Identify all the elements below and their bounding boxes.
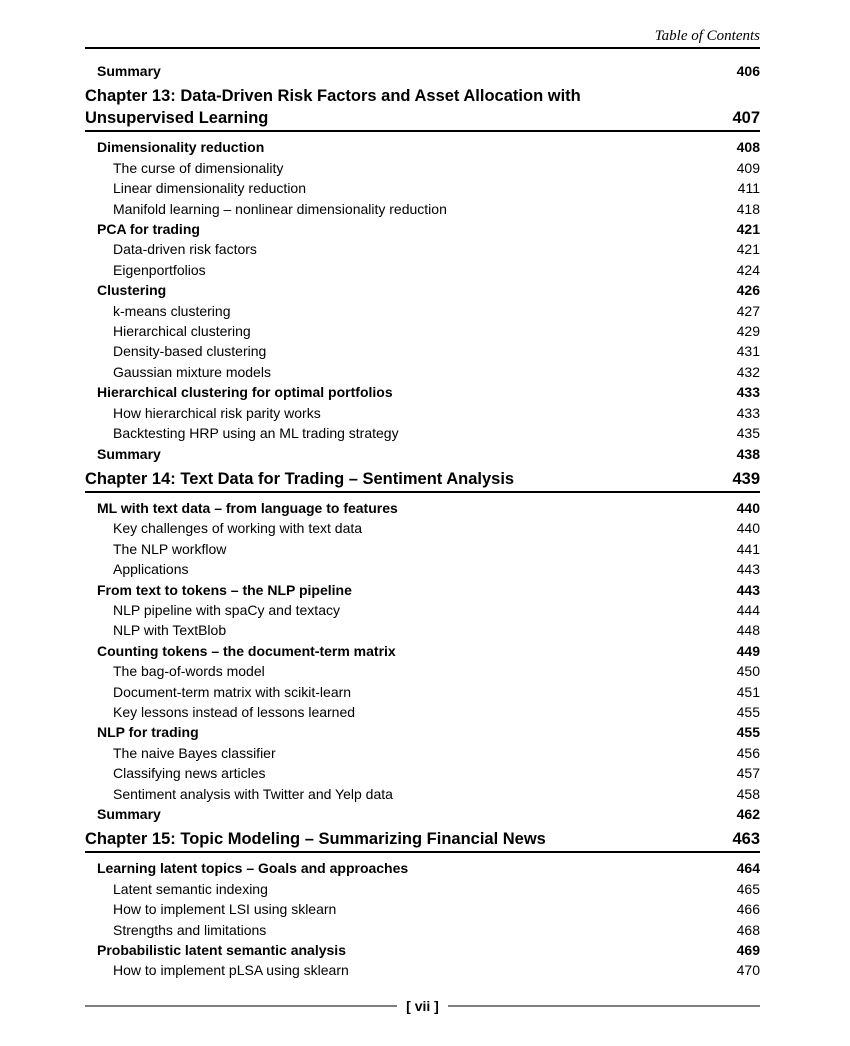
toc-entry[interactable] (85, 682, 760, 702)
toc-entry-page: 439 (732, 469, 760, 488)
toc-entry-page: 469 (736, 942, 760, 959)
footer-rule-right (448, 1005, 760, 1007)
toc-entry-page: 406 (736, 63, 760, 79)
toc-entry[interactable] (85, 382, 760, 402)
toc-entry[interactable] (85, 301, 760, 321)
toc-entry[interactable] (85, 219, 760, 239)
toc-entry[interactable] (85, 280, 760, 300)
toc-entry[interactable] (85, 600, 760, 620)
footer-rule-left (85, 1005, 397, 1007)
toc-entry[interactable] (85, 559, 760, 579)
toc-entry-page: 433 (736, 404, 760, 421)
toc-entry[interactable] (85, 940, 760, 960)
toc-entry[interactable] (85, 828, 760, 853)
toc-entry-label: How hierarchical risk parity works (113, 404, 321, 421)
toc-entry-page: 466 (736, 901, 760, 918)
toc-entry-page: 456 (736, 744, 760, 761)
toc-entry[interactable] (85, 858, 760, 878)
toc-entry-page: 438 (736, 445, 760, 462)
toc-entry[interactable] (85, 661, 760, 681)
toc-entry-label: From text to tokens – the NLP pipeline (97, 581, 352, 598)
toc-entry[interactable] (85, 341, 760, 361)
toc-entry-page: 470 (736, 962, 760, 979)
toc-entry-label: Chapter 13: Data-Driven Risk Factors and Asset Allocation with Unsupervised Learning (85, 87, 581, 128)
toc-entry-label: NLP for trading (97, 724, 199, 741)
toc-entry-label: How to implement LSI using sklearn (113, 901, 337, 918)
page-header (85, 0, 760, 49)
toc-entry[interactable] (85, 85, 760, 132)
toc-entry[interactable] (85, 743, 760, 763)
toc-entry-page: 457 (736, 765, 760, 782)
toc-entry[interactable] (85, 423, 760, 443)
toc-entry-label: The bag-of-words model (113, 663, 265, 680)
toc-entry-page: 440 (736, 520, 760, 537)
page-header-title: Table of Contents (654, 28, 760, 44)
toc-entry-label: PCA for trading (97, 221, 200, 238)
toc-entry[interactable] (85, 362, 760, 382)
toc-entry[interactable] (85, 763, 760, 783)
toc-entry[interactable] (85, 61, 760, 81)
toc-entry-label: Applications (113, 561, 189, 578)
toc-entry-label: Hierarchical clustering for optimal portfolios (97, 384, 393, 401)
toc-entry-page: 429 (736, 323, 760, 340)
toc-entry[interactable] (85, 899, 760, 919)
toc-entry[interactable] (85, 784, 760, 804)
toc-entry-label: The NLP workflow (113, 540, 227, 557)
toc-entry-label: ML with text data – from language to features (97, 499, 398, 516)
toc-entry-page: 411 (737, 180, 760, 197)
toc-entry-page: 440 (736, 499, 760, 516)
toc-entry-label: NLP pipeline with spaCy and textacy (113, 601, 340, 618)
toc-entry-label: Document-term matrix with scikit-learn (113, 683, 352, 700)
toc-entry-label: Learning latent topics – Goals and approaches (97, 860, 409, 877)
toc-entry[interactable] (85, 879, 760, 899)
toc-entry[interactable] (85, 702, 760, 722)
toc-entry-page: 407 (732, 109, 760, 128)
toc-entry-page: 443 (736, 561, 760, 578)
toc-entry-page: 465 (736, 880, 760, 897)
toc-entry-label: Clustering (97, 282, 167, 299)
toc-entry-page: 421 (736, 241, 760, 258)
toc-entry-page: 455 (736, 703, 760, 720)
toc-entry-label: k-means clustering (113, 302, 231, 319)
toc-entry-page: 431 (736, 343, 760, 360)
toc-entry-label: NLP with TextBlob (113, 622, 227, 639)
toc-entry[interactable] (85, 518, 760, 538)
toc-entry-page: 449 (736, 642, 760, 659)
toc-entry-label: Chapter 14: Text Data for Trading – Sentiment Analysis (85, 469, 515, 488)
toc-entry-page: 432 (736, 363, 760, 380)
toc-entry-label: Density-based clustering (113, 343, 267, 360)
toc-entry-page: 468 (736, 921, 760, 938)
toc-entry[interactable] (85, 199, 760, 219)
toc-entry-page: 433 (736, 384, 760, 401)
toc-entry-label: Strengths and limitations (113, 921, 267, 938)
toc-entry-label: Hierarchical clustering (113, 323, 251, 340)
toc-entry-page: 424 (736, 261, 760, 278)
toc-entry-label: Sentiment analysis with Twitter and Yelp data (113, 785, 393, 802)
toc-entry-label: Dimensionality reduction (97, 139, 265, 156)
toc-entry-page: 464 (736, 860, 760, 877)
toc-entry-page: 435 (736, 425, 760, 442)
toc-entry[interactable] (85, 580, 760, 600)
toc-entry-page: 441 (736, 540, 760, 557)
toc-entry-page: 462 (736, 806, 760, 822)
toc-entry-label: Classifying news articles (113, 765, 266, 782)
toc-entry-label: Data-driven risk factors (113, 241, 257, 258)
toc-entry-page: 463 (732, 830, 760, 849)
toc-entry-page: 426 (736, 282, 760, 299)
page-number-label: [ vii ] (406, 998, 439, 1014)
toc-entry[interactable] (85, 498, 760, 518)
toc-entry[interactable] (85, 539, 760, 559)
toc-entry-label: Linear dimensionality reduction (113, 180, 306, 197)
toc-entry-page: 408 (736, 139, 760, 156)
toc-entry-label: Counting tokens – the document-term matrix (97, 642, 396, 659)
toc-entry-label: Chapter 15: Topic Modeling – Summarizing Financial News (85, 830, 546, 849)
page-footer (85, 998, 760, 1014)
toc-entry-page: 443 (736, 581, 760, 598)
toc-entry[interactable] (85, 321, 760, 341)
toc-entry-label: Summary (97, 806, 161, 822)
toc-entry[interactable] (85, 468, 760, 493)
toc-entry-page: 421 (736, 221, 760, 238)
toc-entry[interactable] (85, 178, 760, 198)
toc-entry-label: Key challenges of working with text data (113, 520, 363, 537)
toc-entry-label: Manifold learning – nonlinear dimensionality reduction (113, 200, 447, 217)
toc-entry[interactable] (85, 403, 760, 423)
toc-entry-label: How to implement pLSA using sklearn (113, 962, 349, 979)
toc-entry[interactable] (85, 239, 760, 259)
toc-entry[interactable] (85, 722, 760, 742)
toc-entry[interactable] (85, 804, 760, 824)
toc-entry-page: 451 (736, 683, 760, 700)
toc-entry-label: Latent semantic indexing (113, 880, 268, 897)
toc-entry[interactable] (85, 620, 760, 640)
toc-entry-label: Key lessons instead of lessons learned (113, 703, 356, 720)
toc-entry-label: The naive Bayes classifier (113, 744, 276, 761)
toc-entry-label: Probabilistic latent semantic analysis (97, 942, 346, 959)
toc-entry-label: Backtesting HRP using an ML trading strategy (113, 425, 399, 442)
toc-entry-label: Summary (97, 63, 161, 79)
toc-entry[interactable] (85, 260, 760, 280)
toc-entry[interactable] (85, 158, 760, 178)
toc-entry-page: 448 (736, 622, 760, 639)
toc-list (85, 47, 760, 981)
toc-entry-label: Gaussian mixture models (113, 363, 271, 380)
toc-entry[interactable] (85, 960, 760, 980)
toc-entry-page: 450 (736, 663, 760, 680)
toc-entry-page: 418 (736, 200, 760, 217)
toc-entry[interactable] (85, 641, 760, 661)
toc-entry-label: Eigenportfolios (113, 261, 206, 278)
toc-entry-page: 427 (736, 302, 760, 319)
toc-entry-page: 455 (736, 724, 760, 741)
toc-entry[interactable] (85, 920, 760, 940)
toc-entry-page: 444 (736, 601, 760, 618)
toc-entry-label: Summary (97, 445, 161, 462)
toc-entry[interactable] (85, 137, 760, 157)
toc-entry-label: The curse of dimensionality (113, 159, 284, 176)
toc-entry[interactable] (85, 444, 760, 464)
toc-entry-page: 458 (736, 785, 760, 802)
toc-entry-page: 409 (736, 159, 760, 176)
